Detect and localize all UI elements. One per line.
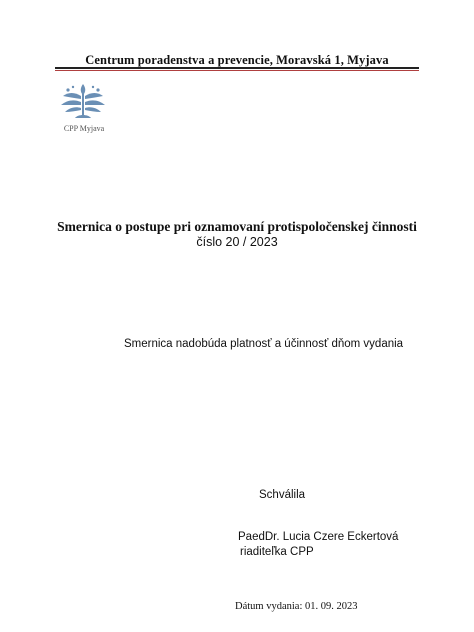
validity-statement: Smernica nadobúda platnosť a účinnosť dňom vydania: [124, 338, 404, 350]
header-divider-thin: [55, 70, 419, 71]
organization-header: Centrum poradenstva a prevencie, Moravská 1, Myjava: [85, 53, 389, 67]
approval-label: Schválila: [259, 489, 306, 501]
logo-caption: CPP Myjava: [63, 124, 105, 133]
document-title: Smernica o postupe pri oznamovaní protispoločenskej činnosti: [57, 219, 417, 234]
signer-name: PaedDr. Lucia Czere Eckertová: [238, 531, 399, 543]
cpp-emblem-icon: [58, 82, 108, 120]
header-divider-thick: [55, 67, 419, 69]
signer-role: riaditeľka CPP: [240, 546, 314, 558]
document-number: číslo 20 / 2023: [196, 235, 278, 249]
issue-date: Dátum vydania: 01. 09. 2023: [235, 601, 358, 612]
